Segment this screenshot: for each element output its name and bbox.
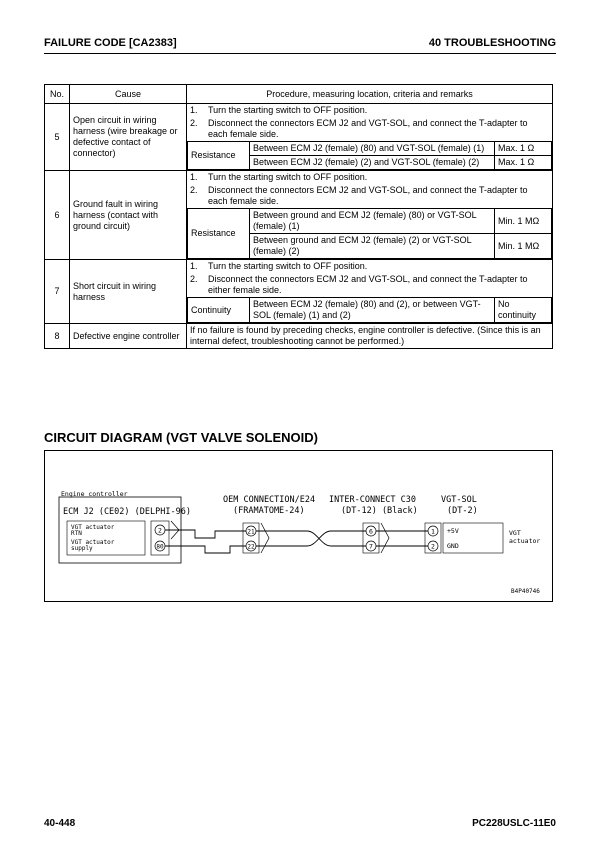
pin-number: 6 [369, 527, 373, 536]
step-number: 1. [190, 105, 198, 115]
pin-number: 22 [247, 543, 255, 551]
oem-connector-label: OEM CONNECTION/E24 [223, 495, 316, 505]
measurement-type: Resistance [188, 209, 250, 259]
table-row [45, 324, 553, 349]
step-number: 2. [190, 118, 198, 128]
section-title: CIRCUIT DIAGRAM (VGT VALVE SOLENOID) [44, 430, 318, 445]
page-header-section: 40 TROUBLESHOOTING [428, 37, 556, 49]
connector-symbol [381, 523, 389, 553]
measurement-location: Between ECM J2 (female) (2) and VGT-SOL (female) (2) [250, 156, 495, 170]
col-header-procedure: Procedure, measuring location, criteria and remarks [187, 85, 553, 104]
step-text: Disconnect the connectors ECM J2 and VGT-SOL, and connect the T-adapter to either female side. [208, 274, 528, 295]
row-procedure [187, 104, 553, 171]
step-text: Turn the starting switch to OFF position. [208, 261, 368, 271]
actuator-label: actuator [509, 537, 541, 545]
pin-number: 2 [431, 542, 435, 551]
signal-name: RTN [71, 530, 82, 537]
measurement-type: Resistance [188, 142, 250, 170]
inter-connector-label: INTER-CONNECT C30 [329, 495, 416, 505]
circuit-diagram [44, 450, 553, 602]
inter-connector-type: (DT-12) (Black) [341, 506, 418, 516]
actuator-label: VGT [509, 529, 521, 537]
oem-connector-type: (FRAMATOME-24) [233, 506, 305, 516]
row-cause: Defective engine controller [70, 324, 187, 349]
pin-number: 1 [431, 527, 435, 536]
troubleshooting-table [44, 84, 553, 349]
engine-controller-label: Engine controller [61, 490, 128, 498]
measurement-location: Between ground and ECM J2 (female) (80) or VGT-SOL (female) (1) [250, 209, 495, 234]
measurement-criteria: Max. 1 Ω [495, 156, 552, 170]
procedure-step [187, 184, 552, 208]
step-number: 1. [190, 261, 198, 271]
row-no: 8 [45, 324, 70, 349]
pin-number: 80 [156, 543, 164, 551]
header-rule [44, 53, 556, 54]
wire-harness [165, 527, 428, 553]
table-header-row [45, 85, 553, 104]
measurement-criteria: Min. 1 MΩ [495, 209, 552, 234]
step-number: 1. [190, 172, 198, 182]
measurement-table [187, 141, 552, 170]
step-text: Turn the starting switch to OFF position. [208, 105, 368, 115]
row-no: 6 [45, 171, 70, 260]
row-remark: If no failure is found by preceding checks, engine controller is defective. (Since this is an internal defect, troubleshooting cannot be performed.) [187, 324, 553, 349]
col-header-cause: Cause [70, 85, 187, 104]
pin-number: 2 [158, 526, 162, 535]
step-number: 2. [190, 274, 198, 284]
step-text: Disconnect the connectors ECM J2 and VGT-SOL, and connect the T-adapter to each female side. [208, 185, 528, 206]
procedure-step [187, 171, 552, 184]
table-row [45, 260, 553, 324]
row-procedure [187, 260, 553, 324]
page-number: 40-448 [44, 818, 76, 829]
step-number: 2. [190, 185, 198, 195]
procedure-step [187, 104, 552, 117]
measurement-criteria: No continuity [495, 298, 552, 323]
measurement-table [187, 297, 552, 323]
ecm-connector-label: ECM J2 (CE02) (DELPHI-96) [63, 507, 191, 517]
connector-symbol [261, 523, 269, 553]
procedure-step [187, 117, 552, 141]
table-row [45, 171, 553, 260]
col-header-no: No. [45, 85, 70, 104]
table-row [45, 104, 553, 171]
vgt-pin-label: +5V [447, 527, 459, 535]
pin-number: 21 [247, 528, 255, 536]
procedure-step [187, 260, 552, 273]
row-procedure [187, 171, 553, 260]
procedure-step [187, 273, 552, 297]
signal-name: VGT actuator [71, 524, 115, 531]
measurement-location: Between ECM J2 (female) (80) and (2), or between VGT-SOL (female) (1) and (2) [250, 298, 495, 323]
vgt-pin-label: GND [447, 542, 459, 550]
figure-id: B4P40746 [511, 588, 540, 595]
measurement-type: Continuity [188, 298, 250, 323]
pin-number: 7 [369, 542, 373, 551]
vgt-sol-type: (DT-2) [447, 506, 478, 516]
measurement-location: Between ground and ECM J2 (female) (2) or VGT-SOL (female) (2) [250, 234, 495, 259]
signal-name: VGT actuator [71, 539, 115, 546]
measurement-table [187, 208, 552, 259]
signal-name: supply [71, 545, 93, 552]
measurement-criteria: Min. 1 MΩ [495, 234, 552, 259]
row-cause: Short circuit in wiring harness [70, 260, 187, 324]
row-cause: Open circuit in wiring harness (wire breakage or defective contact of connector) [70, 104, 187, 171]
row-cause: Ground fault in wiring harness (contact with ground circuit) [70, 171, 187, 260]
measurement-location: Between ECM J2 (female) (80) and VGT-SOL (female) (1) [250, 142, 495, 156]
page-header-title: FAILURE CODE [CA2383] [44, 37, 177, 49]
row-no: 7 [45, 260, 70, 324]
step-text: Disconnect the connectors ECM J2 and VGT-SOL, and connect the T-adapter to each female side. [208, 118, 528, 139]
vgt-sol-label: VGT-SOL [441, 495, 477, 505]
measurement-criteria: Max. 1 Ω [495, 142, 552, 156]
document-code: PC228USLC-11E0 [472, 818, 556, 829]
row-no: 5 [45, 104, 70, 171]
step-text: Turn the starting switch to OFF position. [208, 172, 368, 182]
